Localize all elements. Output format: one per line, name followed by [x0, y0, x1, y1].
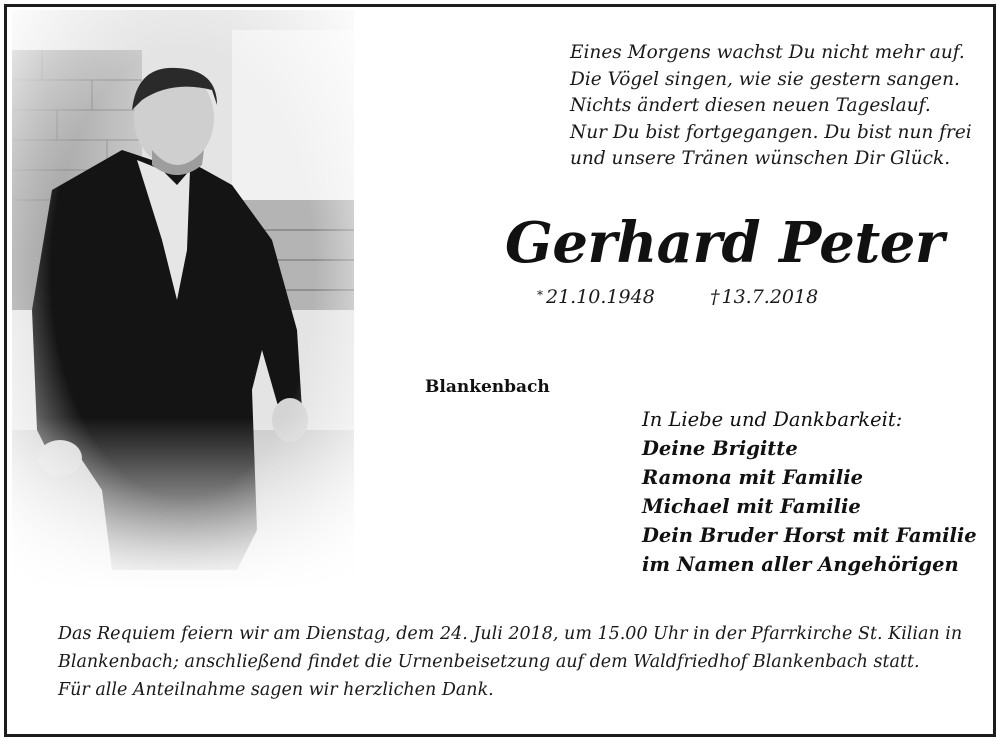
mourner-name: Ramona mit Familie [642, 466, 864, 489]
deceased-name: Gerhard Peter [505, 210, 944, 276]
death-date [710, 286, 818, 308]
poem-line: und unsere Tränen wünschen Dir Glück. [570, 148, 951, 169]
poem-line: Nichts ändert diesen neuen Tageslauf. [570, 95, 931, 116]
poem-line: Die Vögel singen, wie sie gestern sangen. [570, 68, 960, 90]
death-date-value: 13.7.2018 [721, 286, 819, 308]
service-announcement [58, 620, 978, 704]
mourners-block [642, 405, 982, 579]
footer-line: Das Requiem feiern wir am Dienstag, dem 24. Juli 2018, um 15.00 Uhr in der Pfarrkirche St. Kilian in [58, 624, 963, 644]
mourner-name: Deine Brigitte [642, 437, 798, 460]
place-name: Blankenbach [425, 377, 550, 397]
portrait-photo [12, 10, 354, 592]
poem-line: Eines Morgens wachst Du nicht mehr auf. [570, 42, 965, 63]
mourner-name: Michael mit Familie [642, 495, 861, 518]
mourner-name: im Namen aller Angehörigen [642, 553, 959, 576]
poem-line: Nur Du bist fortgegangen. Du bist nun frei [570, 121, 972, 143]
footer-line: Für alle Anteilnahme sagen wir herzlichen Dank. [58, 680, 494, 700]
poem [570, 40, 970, 173]
birth-date-value: 21.10.1948 [546, 286, 655, 308]
birth-symbol: * [537, 288, 543, 302]
death-cross-symbol: † [710, 286, 720, 308]
mourner-name: Dein Bruder Horst mit Familie [642, 524, 977, 547]
birth-date [537, 286, 655, 308]
portrait-image [12, 10, 354, 592]
mourners-intro: In Liebe und Dankbarkeit: [642, 408, 903, 431]
footer-line: Blankenbach; anschließend findet die Urnenbeisetzung auf dem Waldfriedhof Blankenbach statt. [58, 652, 920, 672]
